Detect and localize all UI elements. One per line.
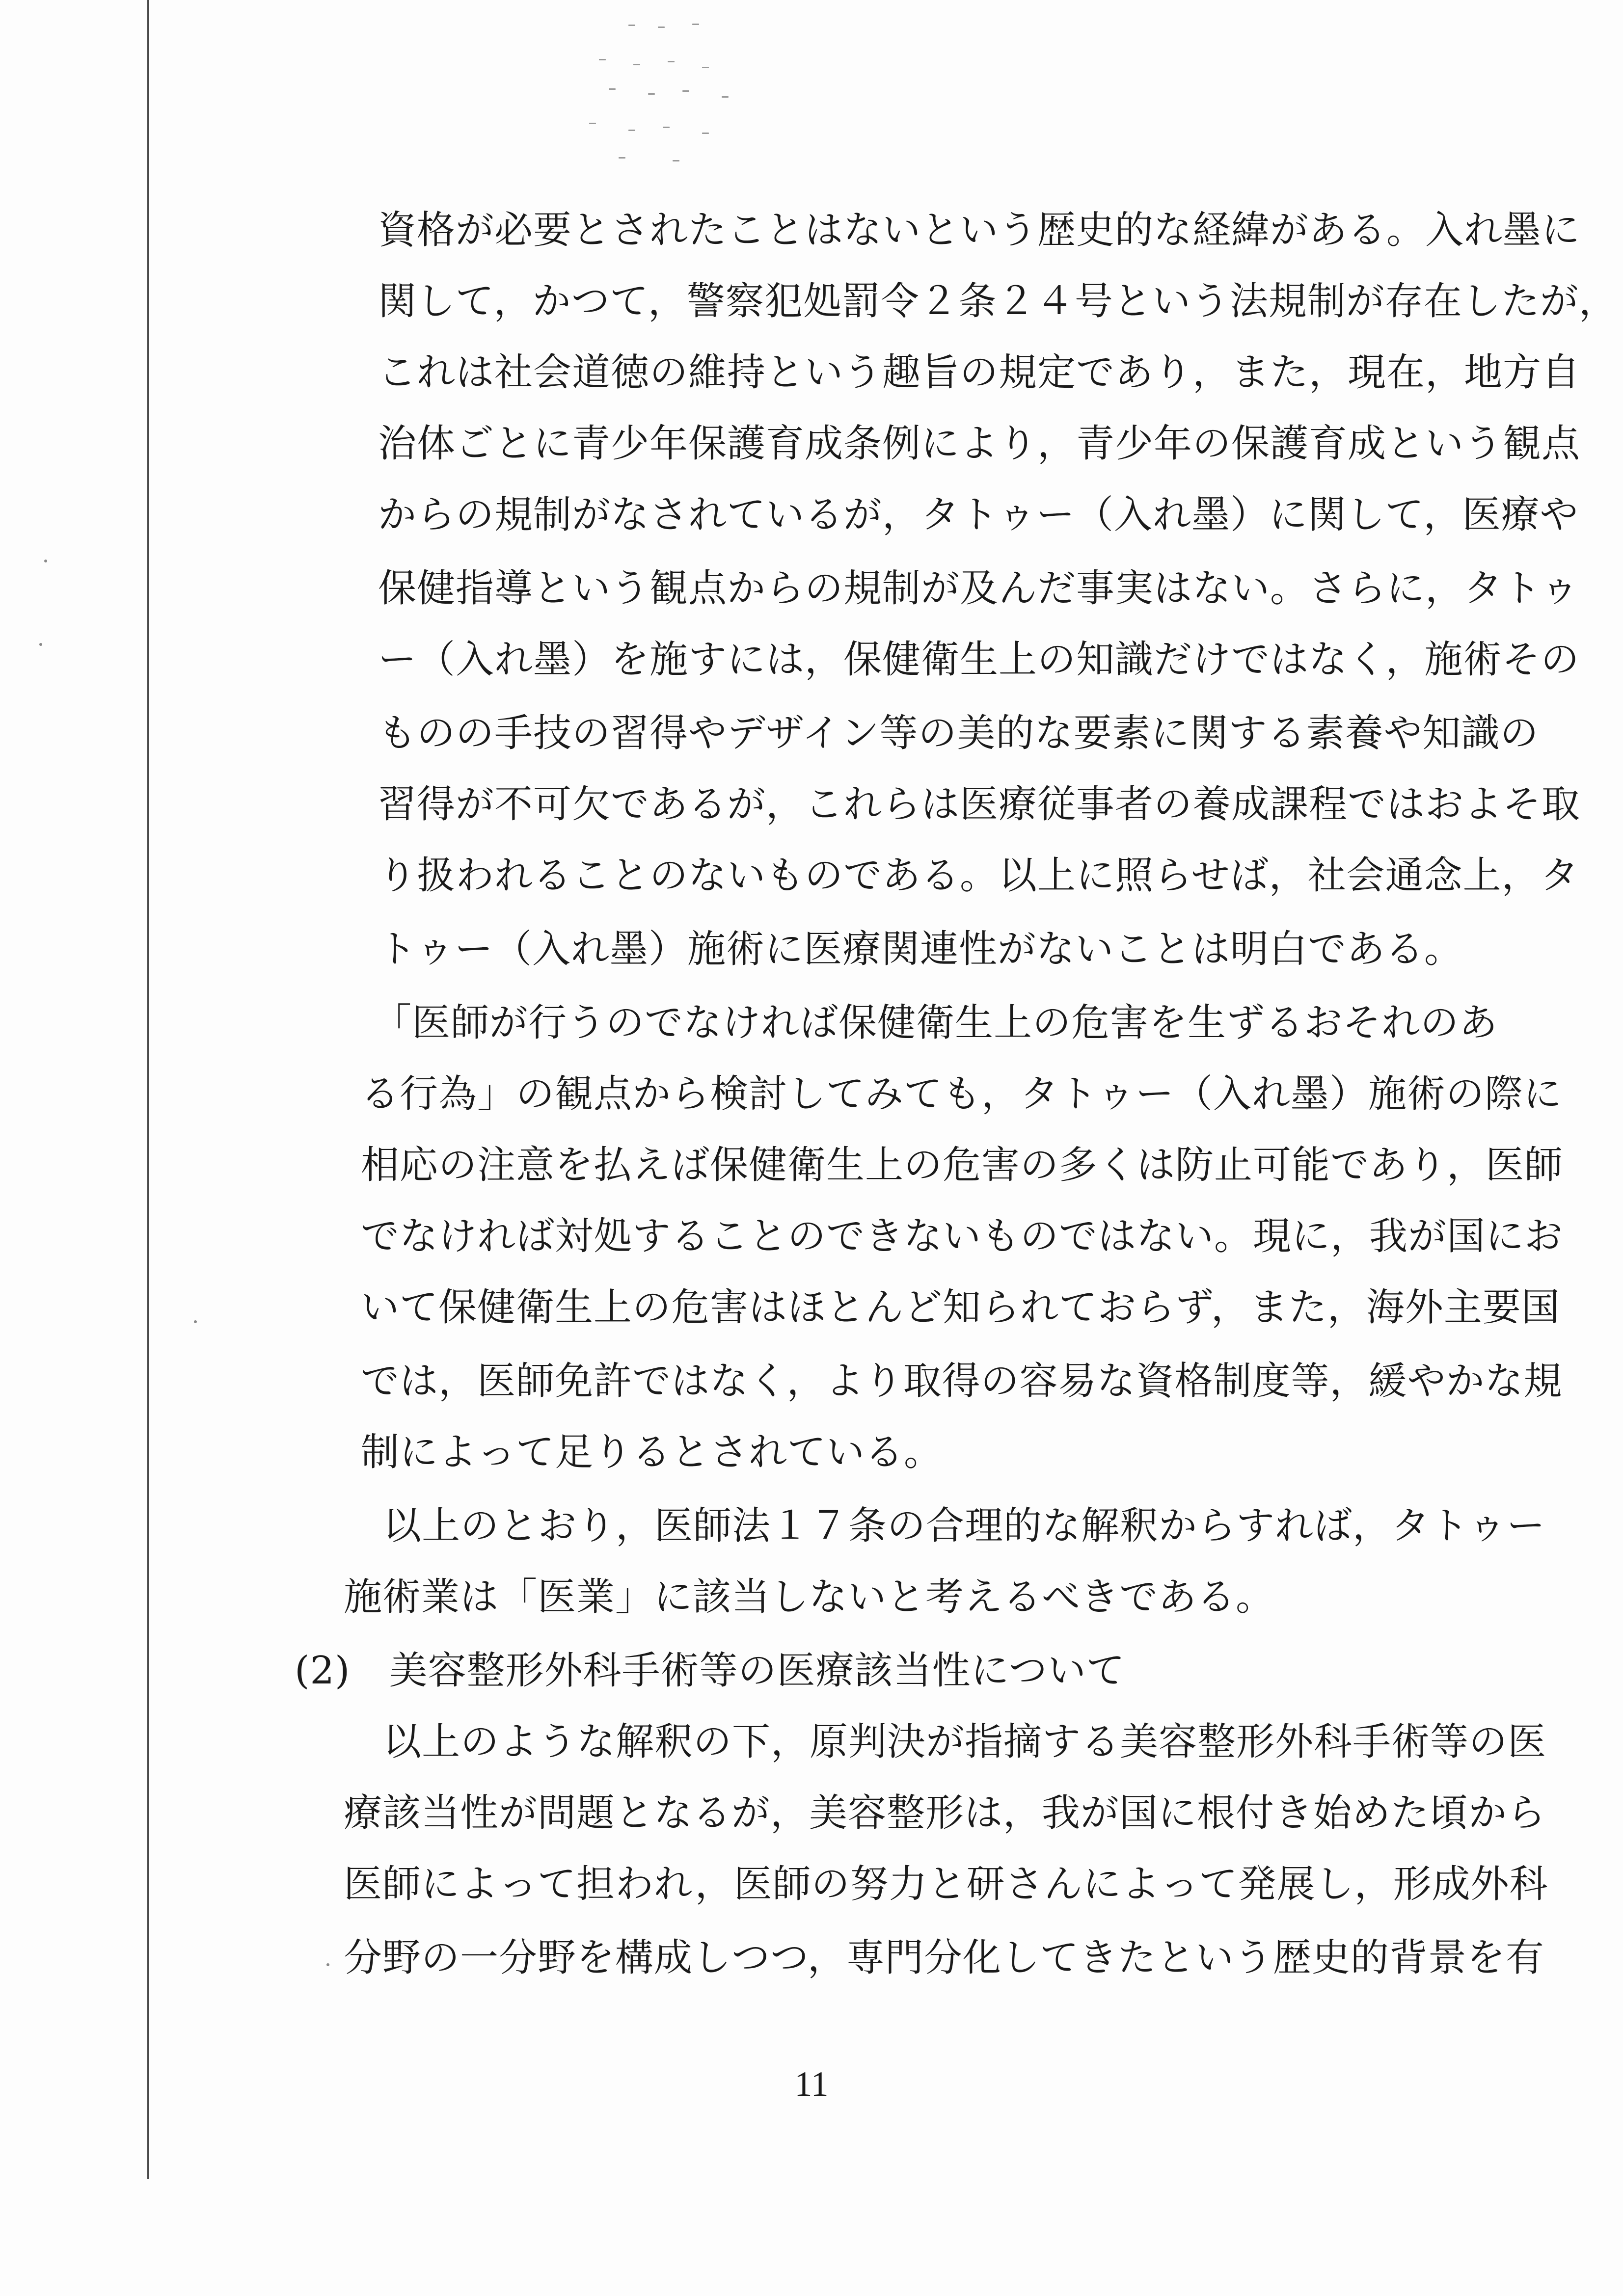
- body-text-line: 治体ごとに青少年保護育成条例により，青少年の保護育成という観点: [378, 422, 1581, 466]
- binding-line: [147, 0, 149, 2179]
- body-text-line: 医師によって担われ，医師の努力と研さんによって発展し，形成外科: [344, 1862, 1548, 1906]
- body-text-line: 相応の注意を払えば保健衛生上の危害の多くは防止可能であり，医師: [361, 1143, 1564, 1187]
- body-text-line: る行為」の観点から検討してみても，タトゥー（入れ墨）施術の際に: [361, 1072, 1563, 1116]
- body-text-line: り扱われることのないものである。以上に照らせば，社会通念上，タ: [378, 854, 1579, 898]
- body-text-line: ものの手技の習得やデザイン等の美的な要素に関する素養や知識の: [378, 711, 1539, 755]
- body-text-line: でなければ対処することのできないものではない。現に，我が国にお: [361, 1214, 1564, 1258]
- body-text-line: 分野の一分野を構成しつつ，専門分化してきたという歴史的背景を有: [344, 1936, 1544, 1980]
- scan-speck: [326, 1963, 329, 1966]
- page-number: 11: [794, 2064, 829, 2104]
- body-text-line: トゥー（入れ墨）施術に医療関連性がないことは明白である。: [378, 927, 1463, 971]
- body-text-line: これは社会道徳の維持という趣旨の規定であり，また，現在，地方自: [378, 350, 1581, 395]
- body-text-line: からの規制がなされているが，タトゥー（入れ墨）に関して，医療や: [378, 493, 1579, 537]
- body-text-line: 資格が必要とされたことはないという歴史的な経緯がある。入れ墨に: [378, 208, 1581, 252]
- body-text-line: ー（入れ墨）を施すには，保健衛生上の知識だけではなく，施術その: [378, 638, 1580, 682]
- scan-noise: [579, 20, 756, 167]
- scan-speck: [194, 1320, 197, 1323]
- body-text-line: いて保健衛生上の危害はほとんど知られておらず，また，海外主要国: [361, 1285, 1560, 1330]
- section-heading: (2) 美容整形外科手術等の医療該当性について: [295, 1649, 1125, 1693]
- body-text-line: 制によって足りるとされている。: [361, 1430, 943, 1474]
- body-text-line: 保健指導という観点からの規制が及んだ事実はない。さらに，タトゥ: [378, 566, 1580, 611]
- scan-speck: [44, 560, 47, 562]
- body-text-line: では，医師免許ではなく，より取得の容易な資格制度等，緩やかな規: [361, 1359, 1563, 1403]
- scan-speck: [39, 643, 42, 646]
- body-text-line: 施術業は「医業」に該当しないと考えるべきである。: [344, 1575, 1275, 1619]
- body-text-line: 以上のような解釈の下，原判決が指摘する美容整形外科手術等の医: [383, 1720, 1547, 1764]
- body-text-line: 習得が不可欠であるが，これらは医療従事者の養成課程ではおよそ取: [378, 782, 1581, 827]
- body-text-line: 以上のとおり，医師法１７条の合理的な解釈からすれば，タトゥー: [383, 1504, 1546, 1548]
- body-text-line: 療該当性が問題となるが，美容整形は，我が国に根付き始めた頃から: [344, 1791, 1546, 1835]
- body-text-line: 「医師が行うのでなければ保健衛生上の危害を生ずるおそれのあ: [373, 1001, 1498, 1045]
- body-text-line: 関して，かつて，警察犯処罰令２条２４号という法規制が存在したが，: [378, 279, 1618, 323]
